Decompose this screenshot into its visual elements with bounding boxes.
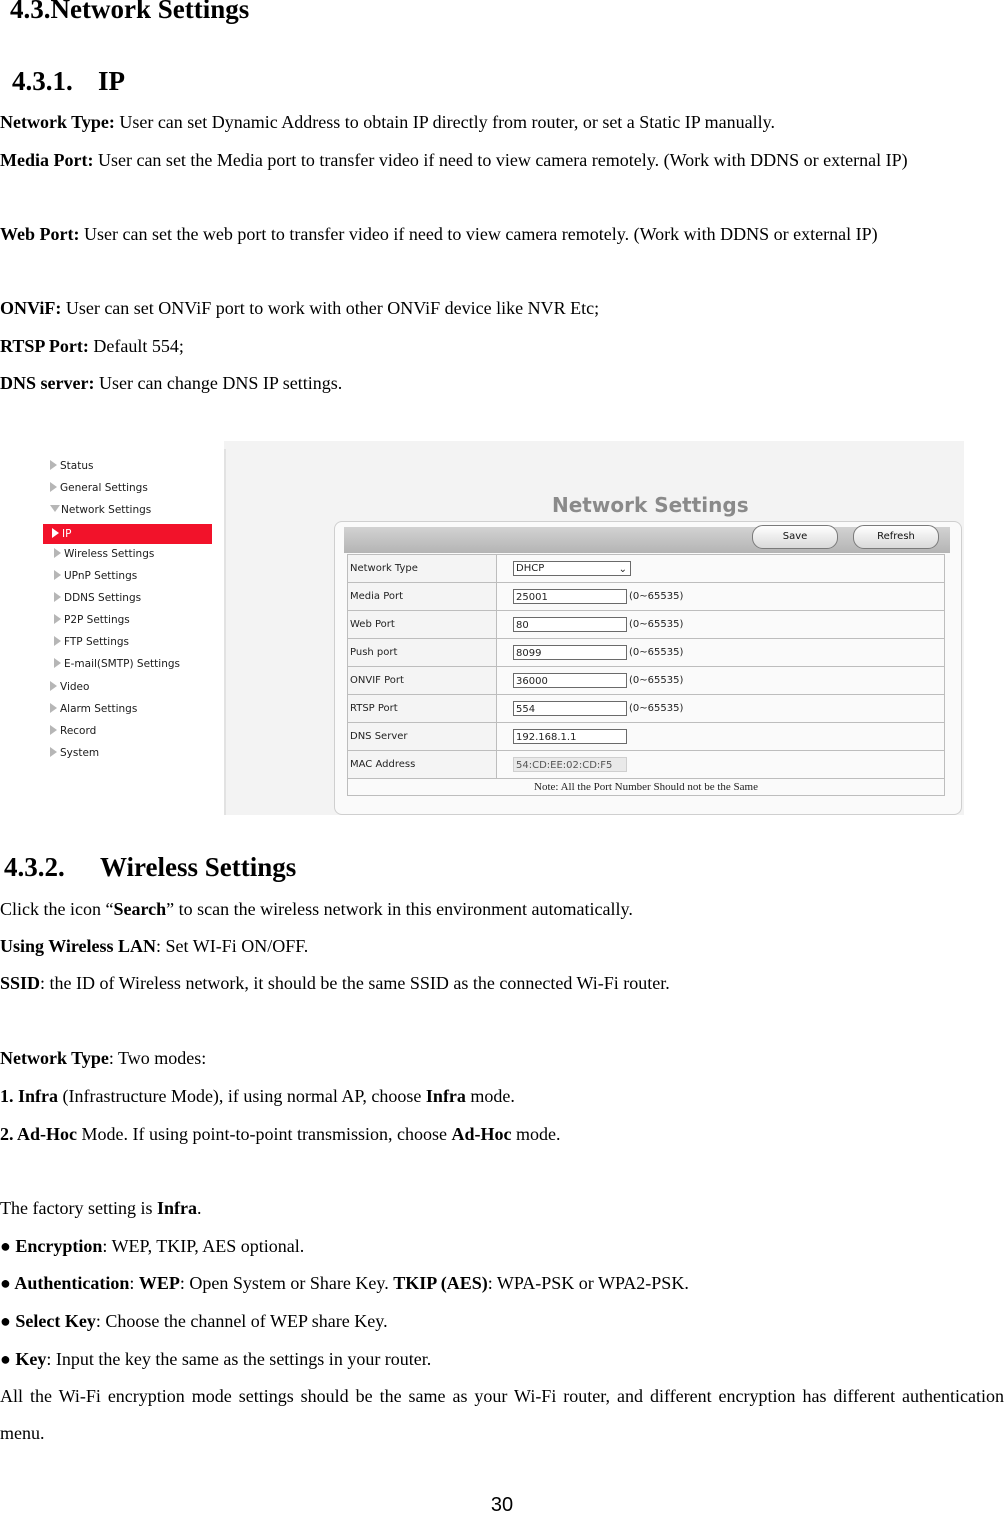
row-label: MAC Address [348,751,497,779]
text: : Choose the channel of WEP share Key. [95,1311,388,1331]
paragraph-media-port [0,142,1004,179]
port-note: Note: All the Port Number Should not be the Same [348,779,945,796]
text: Mode. If using point-to-point transmission, choose [77,1124,452,1144]
settings-table [347,554,945,796]
arrow-down-icon [50,505,60,512]
sidebar-item-label: Record [60,725,97,737]
select-value: DHCP [516,563,545,574]
row-note [348,779,945,796]
sidebar-item-label: Alarm Settings [60,703,138,715]
chevron-down-icon: ⌄ [618,564,627,575]
page-number: 30 [490,1494,514,1516]
term: TKIP (AES) [393,1273,488,1293]
text: : [129,1273,139,1293]
sidebar-item-alarm-settings[interactable] [50,699,137,719]
sidebar-item-label: Video [60,681,90,693]
term: Infra [156,1198,197,1218]
save-button[interactable]: Save [752,525,838,549]
arrow-right-icon [52,528,59,538]
row-label: DNS Server [348,723,497,751]
ip-heading [12,66,125,97]
sidebar-item-label: General Settings [60,482,148,494]
text: : Set WI-Fi ON/OFF. [156,936,309,956]
paragraph-encryption-note [0,1378,1004,1452]
paragraph-authentication [0,1265,1004,1302]
sidebar-item-network-settings[interactable] [50,500,151,520]
sidebar-item-email-settings[interactable] [54,654,180,674]
term: Web Port: [0,224,80,244]
paragraph-rtsp-port [0,328,1004,365]
text: (Infrastructure Mode), if using normal AP, choose [58,1086,426,1106]
arrow-right-icon [54,570,61,580]
paragraph-select-key [0,1303,1004,1340]
description: User can set Dynamic Address to obtain IP directly from router, or set a Static IP manually. [114,112,775,132]
arrow-right-icon [54,658,61,668]
arrow-right-icon [54,636,61,646]
row-label: ONVIF Port [348,667,497,695]
term: Ad-Hoc [451,1124,512,1144]
text: . [196,1198,202,1218]
sidebar-item-label: Status [60,460,94,472]
sidebar [40,441,224,815]
text: : Two modes: [108,1048,207,1068]
wireless-heading [4,852,296,883]
section-title: Network Settings [50,0,250,24]
sidebar-divider [224,449,226,815]
paragraph-encryption [0,1228,1004,1265]
row-label: RTSP Port [348,695,497,723]
arrow-right-icon [50,725,57,735]
sidebar-item-label: E-mail(SMTP) Settings [64,658,180,670]
arrow-right-icon [50,460,57,470]
port-range: (0~65535) [629,591,684,602]
text: mode. [465,1086,515,1106]
description: User can set the web port to transfer video if need to view camera remotely. (Work with DDNS or external IP) [79,224,878,244]
paragraph-network-type-modes [0,1040,1004,1077]
text: Click the icon “ [0,899,114,919]
term: Using Wireless LAN [0,936,157,956]
row-network-type [348,555,945,583]
row-label: Media Port [348,583,497,611]
text: : WEP, TKIP, AES optional. [102,1236,305,1256]
paragraph-onvif [0,290,1004,327]
text: : WPA-PSK or WPA2-PSK. [487,1273,689,1293]
web-port-input[interactable]: 80 [513,617,627,632]
row-rtsp-port [348,695,945,723]
term: ● Select Key [0,1311,96,1331]
paragraph-ssid [0,965,1004,1002]
row-push-port [348,639,945,667]
sidebar-item-p2p-settings[interactable] [54,610,130,630]
rtsp-port-input[interactable]: 554 [513,701,627,716]
mac-address-field: 54:CD:EE:02:CD:F5 [513,757,627,772]
arrow-right-icon [50,703,57,713]
wireless-heading-number: 4.3.2. [4,852,65,882]
arrow-right-icon [54,592,61,602]
arrow-right-icon [50,681,57,691]
sidebar-item-upnp-settings[interactable] [54,566,137,586]
term: ONViF: [0,298,62,318]
arrow-right-icon [50,482,57,492]
port-range: (0~65535) [629,675,684,686]
text: : Open System or Share Key. [179,1273,394,1293]
text: mode. [511,1124,561,1144]
term: 2. Ad-Hoc [0,1124,78,1144]
paragraph-infra [0,1078,1004,1115]
sidebar-item-record[interactable] [50,721,96,741]
arrow-right-icon [54,614,61,624]
row-mac-address [348,751,945,779]
term: Media Port: [0,150,94,170]
term: SSID [0,973,41,993]
text: The factory setting is [0,1198,157,1218]
refresh-button[interactable]: Refresh [853,525,939,549]
row-media-port [348,583,945,611]
description: User can change DNS IP settings. [94,373,343,393]
paragraph-ad-hoc [0,1116,1004,1153]
paragraph-web-port [0,216,1004,253]
port-range: (0~65535) [629,619,684,630]
media-port-input[interactable]: 25001 [513,589,627,604]
term: 1. Infra [0,1086,58,1106]
description: Default 554; [88,336,184,356]
paragraph-network-type [0,104,1004,141]
paragraph-using-wireless-lan [0,928,1004,965]
term: RTSP Port: [0,336,89,356]
term: ● Key [0,1349,47,1369]
dns-server-input[interactable]: 192.168.1.1 [513,729,627,744]
sidebar-item-ip[interactable] [43,524,212,544]
paragraph-search [0,891,1004,928]
wireless-heading-title: Wireless Settings [100,852,297,882]
push-port-input[interactable]: 8099 [513,645,627,660]
onvif-port-input[interactable]: 36000 [513,673,627,688]
term: Network Type: [0,112,115,132]
port-range: (0~65535) [629,647,684,658]
sidebar-item-ftp-settings[interactable] [54,632,129,652]
row-dns-server [348,723,945,751]
term: ● Authentication [0,1273,130,1293]
paragraph-key [0,1341,1004,1378]
sidebar-item-general-settings[interactable] [50,478,148,498]
text: : the ID of Wireless network, it should be the same SSID as the connected Wi-Fi router. [40,973,670,993]
row-onvif-port [348,667,945,695]
sidebar-item-label: Wireless Settings [64,548,155,560]
section-number: 4.3. [10,0,51,24]
ip-heading-title: IP [98,66,125,96]
sidebar-item-label: P2P Settings [64,614,130,626]
network-settings-screenshot [40,441,964,815]
network-type-select[interactable] [513,561,631,576]
description: User can set ONViF port to work with other ONViF device like NVR Etc; [61,298,600,318]
paragraph-dns-server [0,365,1004,402]
sidebar-item-ddns-settings[interactable] [54,588,141,608]
arrow-right-icon [54,548,61,558]
paragraph-factory-setting [0,1190,1004,1227]
sidebar-item-label: Network Settings [61,504,152,516]
row-label: Network Type [348,555,497,583]
page-title: Network Settings [552,493,749,517]
sidebar-item-label: UPnP Settings [64,570,138,582]
row-label: Push port [348,639,497,667]
sidebar-item-system[interactable] [50,743,99,763]
term: Infra [425,1086,466,1106]
sidebar-item-label: System [60,747,100,759]
ip-heading-number: 4.3.1. [12,66,73,96]
text: : Input the key the same as the settings in your router. [46,1349,432,1369]
text: ” to scan the wireless network in this environment automatically. [166,899,633,919]
row-label: Web Port [348,611,497,639]
term: Search [113,899,167,919]
row-web-port [348,611,945,639]
sidebar-item-label: IP [62,528,72,540]
sidebar-item-label: FTP Settings [64,636,130,648]
sidebar-item-label: DDNS Settings [64,592,142,604]
term: Network Type [0,1048,109,1068]
term: ● Encryption [0,1236,103,1256]
term: DNS server: [0,373,95,393]
arrow-right-icon [50,747,57,757]
sidebar-item-wireless-settings[interactable] [54,544,154,564]
section-heading [10,0,249,25]
term: WEP [138,1273,180,1293]
text: All the Wi-Fi encryption mode settings should be the same as your Wi-Fi router, and different encryption has different authentication menu. [0,1386,1004,1443]
port-range: (0~65535) [629,703,684,714]
description: User can set the Media port to transfer video if need to view camera remotely. (Work with DDNS or external IP) [93,150,908,170]
sidebar-item-status[interactable] [50,456,93,476]
sidebar-item-video[interactable] [50,677,89,697]
